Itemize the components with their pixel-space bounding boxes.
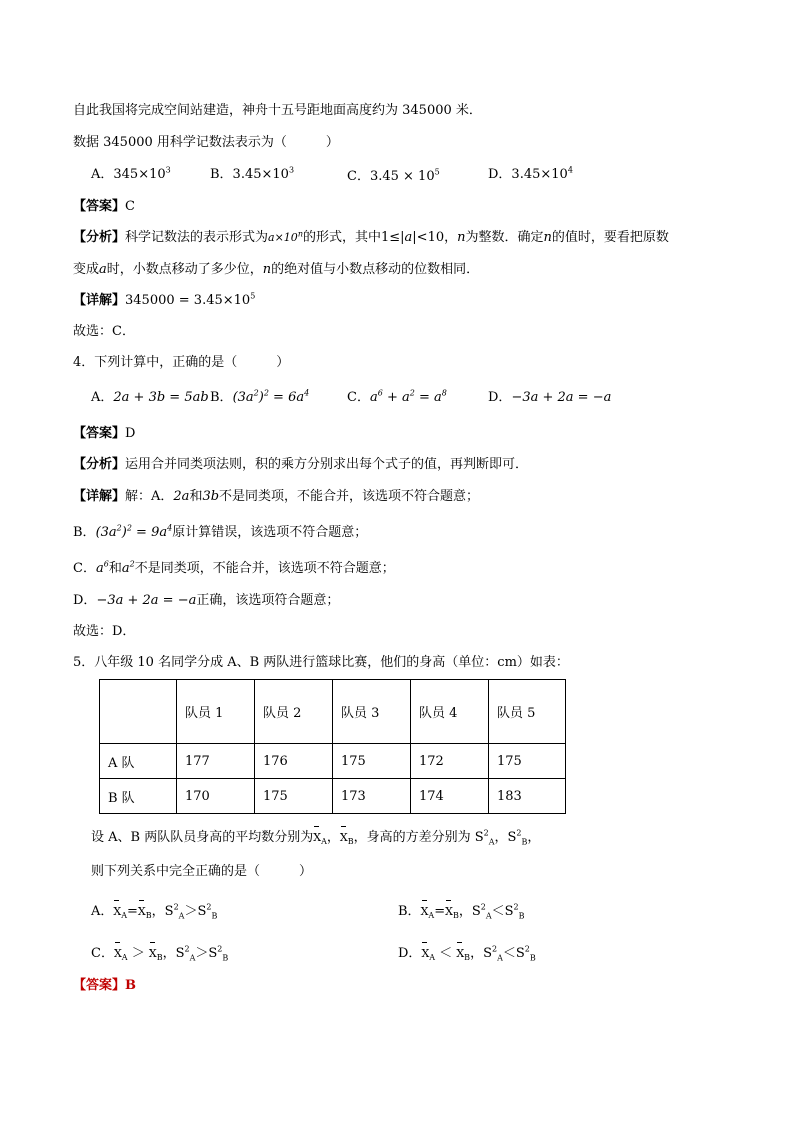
table-cell: 175 <box>255 779 333 814</box>
q4-option-d: D．−3a + 2a = −a <box>488 390 612 405</box>
q5-option-b: B．$X_A=X_B$，$S^2_A<S^2_B$ <box>398 900 525 921</box>
q5-answer: 【答案】B <box>73 978 136 993</box>
q4-detail-c: C．$a^6$和$a^2$不是同类项，不能合并，该选项不符合题意； <box>73 559 395 576</box>
q4-detail-b: B．$(3a^2)^2 = 9a^4$原计算错误，该选项不符合题意； <box>73 523 368 540</box>
table-cell: 170 <box>177 779 255 814</box>
table-row <box>100 744 566 779</box>
q5-option-a: A．$X_A=X_B$，$S^2_A>S^2_B$ <box>91 900 217 921</box>
q3-option-a: A．$345\times 10^3$ <box>91 165 171 182</box>
q4-answer: 【答案】D <box>73 426 136 441</box>
question-5-stem: 5．八年级 10 名同学分成 A、B 两队进行篮球比赛，他们的身高（单位：cm）如表： <box>73 655 569 670</box>
table-cell: 183 <box>489 779 566 814</box>
table-header-cell: 队员 2 <box>255 680 333 744</box>
table-cell: 175 <box>489 744 566 779</box>
table-cell: 174 <box>411 779 489 814</box>
q4-option-a: A．2a + 3b = 5ab <box>91 390 209 405</box>
paragraph-space-station: 自此我国将完成空间站建造，神舟十五号距地面高度约为 345000 米． <box>73 103 482 118</box>
table-cell: 176 <box>255 744 333 779</box>
q3-option-c: C．$3.45 \times 10^5$ <box>347 167 440 184</box>
q4-detail-d: D．−3a + 2a = −a正确，该选项符合题意； <box>73 593 340 608</box>
table-cell: A 队 <box>100 744 177 779</box>
table-header-cell: 队员 4 <box>411 680 489 744</box>
q3-answer: 【答案】C <box>73 199 135 214</box>
table-header-row <box>100 680 566 744</box>
q3-analysis-line-2: 变成a时，小数点移动了多少位，n的绝对值与小数点移动的位数相同． <box>73 262 480 277</box>
table-cell: 177 <box>177 744 255 779</box>
q4-option-c: C．$a^6 + a^2 = a^8$ <box>347 388 447 405</box>
q5-option-d: D．$X_A < X_B$，$S^2_A<S^2_B$ <box>398 942 536 963</box>
table-header-cell: 队员 5 <box>489 680 566 744</box>
q5-line-1: 设 A、B 两队队员身高的平均数分别为$X_A$，$X_B$，身高的方差分别为 $S^2_A$，$S^2_B$， <box>91 826 540 847</box>
q5-option-c: C．$X_A > X_B$，$S^2_A>S^2_B$ <box>91 942 228 963</box>
q3-option-b: B．$3.45\times 10^3$ <box>210 165 295 182</box>
table-row <box>100 779 566 814</box>
table-cell: 175 <box>333 744 411 779</box>
q4-choose: 故选：D． <box>73 624 136 639</box>
question-4-stem: 4．下列计算中，正确的是（ ） <box>73 355 290 370</box>
q4-detail-a: 【详解】解：A．2a和3b不是同类项，不能合并，该选项不符合题意； <box>73 489 480 504</box>
question-3-stem: 数据 345000 用科学记数法表示为（ ） <box>73 135 339 150</box>
q3-detail: 【详解】$345000 = 3.45\times 10^5$ <box>73 291 256 308</box>
table-cell: B 队 <box>100 779 177 814</box>
q3-choose: 故选：C． <box>73 324 135 339</box>
height-table <box>99 679 566 814</box>
table-cell: 173 <box>333 779 411 814</box>
q3-analysis-line-1: 【分析】科学记数法的表示形式为$a\times 10^n$的形式，其中1≤|a|<10，n为整数．确定n的值时，要看把原数 <box>73 229 669 245</box>
q3-option-d: D．$3.45\times 10^4$ <box>488 165 573 182</box>
q4-analysis: 【分析】运用合并同类项法则，积的乘方分别求出每个式子的值，再判断即可． <box>73 457 529 472</box>
table-header-cell <box>100 680 177 744</box>
table-header-cell: 队员 3 <box>333 680 411 744</box>
q5-line-2: 则下列关系中完全正确的是（ ） <box>91 864 313 879</box>
table-cell: 172 <box>411 744 489 779</box>
table-header-cell: 队员 1 <box>177 680 255 744</box>
q4-option-b: B．$(3a^2)^2 = 6a^4$ <box>210 388 310 405</box>
